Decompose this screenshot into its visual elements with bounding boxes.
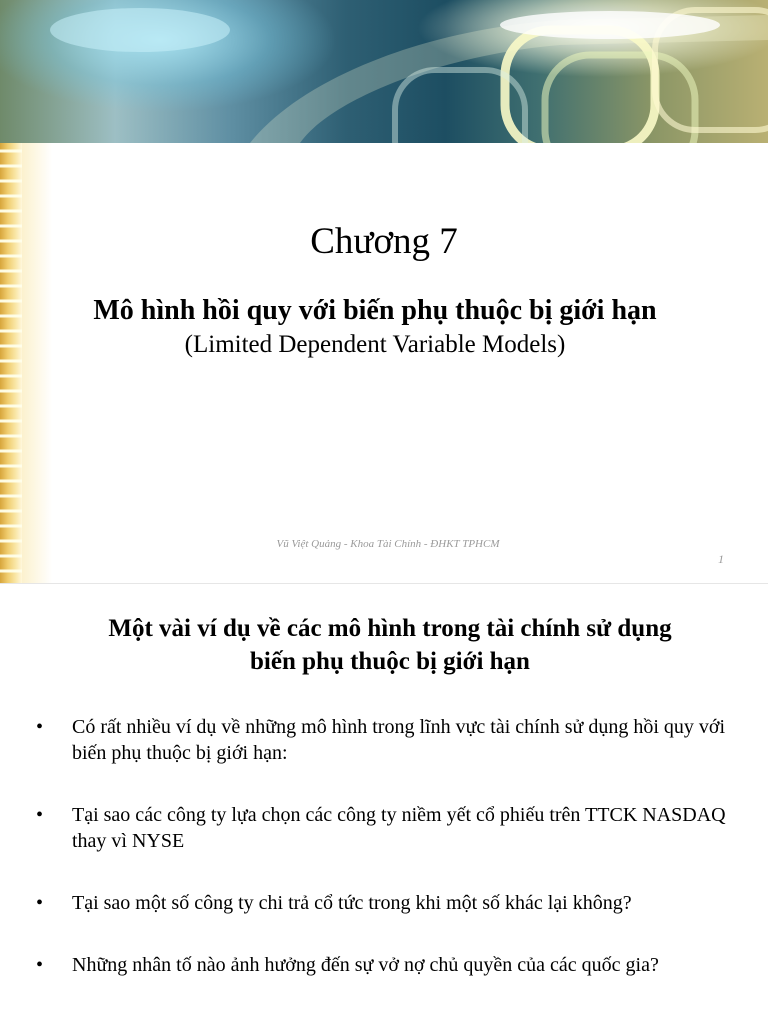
list-item [36,952,748,978]
list-item-text: Những nhân tố nào ảnh hưởng đến sự vở nợ chủ quyền của các quốc gia? [72,954,659,976]
banner-swirl-graphic [0,0,768,143]
slide-subtitle-vietnamese: Mô hình hồi quy với biến phụ thuộc bị giới hạn [93,295,657,326]
decorative-side-fade [22,143,52,583]
slide-2-title-line-1: Một vài ví dụ về các mô hình trong tài chính sử dụng [108,615,672,642]
bullet-icon: • [36,892,44,914]
slide-subtitle-english: (Limited Dependent Variable Models) [184,331,566,358]
page-number: 1 [718,552,724,566]
list-item-text: Tại sao các công ty lựa chọn các công ty niềm yết cổ phiếu trên TTCK NASDAQ thay vì NYSE [72,804,726,852]
list-item-text: Có rất nhiều ví dụ về những mô hình trong lĩnh vực tài chính sử dụng hồi quy với biến phụ thuộc bị giới hạn: [72,716,726,764]
bullet-icon: • [36,954,44,976]
list-item [36,714,748,766]
list-item [36,802,748,854]
list-item [36,890,748,916]
slide-footer: Vũ Việt Quảng - Khoa Tài Chính - ĐHKT TPHCM [276,538,500,550]
slide-divider [0,583,768,584]
decorative-banner [0,0,768,143]
chapter-title: Chương 7 [310,221,458,262]
decorative-side-strip [0,143,22,583]
list-item-text: Tại sao một số công ty chi trả cổ tức trong khi một số khác lại không? [72,892,632,914]
slide-2-title [0,612,768,678]
bullet-icon: • [36,804,44,826]
bullet-icon: • [36,716,44,738]
slide-2-title-line-2: biến phụ thuộc bị giới hạn [250,648,530,675]
bullet-list [36,714,748,978]
